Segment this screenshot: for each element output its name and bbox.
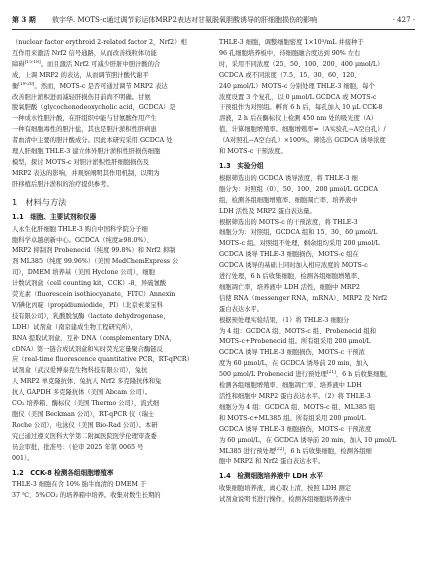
text-line: 时，采用不同浓度（25、50、100、200、400 μmol/L）	[219, 60, 384, 68]
text-line: 37 ℃、5%CO₂ 的培养箱中培养。收集对数生长期的	[12, 492, 161, 500]
grouping-paragraph	[219, 174, 415, 468]
text-line: cDNA）第一链合成试剂盒和实时荧光定量聚合酶链反	[12, 345, 163, 353]
page-number: · 427 ·	[392, 16, 415, 24]
text-line: 试剂盒说明书进行操作，检测各组细胞培养液中	[219, 496, 352, 504]
text-line: 肝移植后胆汁淤积的治疗提供参考。	[12, 180, 113, 188]
citation: [21]	[326, 370, 336, 376]
text-line: 胞分为：对照组（0）、50、100、200 μmol/L GCDCA	[219, 185, 378, 193]
text-line: 改善胆汁淤积进而减轻肝损伤目前尚不明确。甘氨	[12, 93, 151, 101]
text-line: 240 μmol/L）MOTS-c 分别处理 THLE-3 细胞，每个	[219, 82, 375, 90]
subsection-heading: 1.2 CCK-8 检测各组细胞增殖率	[12, 468, 114, 477]
text-line: 组，检测各组细胞增殖率、细胞凋亡率、培养液中	[219, 196, 358, 204]
issue-number: 第 3 期	[12, 15, 36, 24]
text-line: 根据预处理实验结果，（1）将 THLE-3 细胞分	[219, 316, 350, 324]
text-line: 为 60 μmol/L，在 GCDCA 诱导前 20 min，加入 10 μmol/L	[219, 436, 397, 444]
text-line: 剂 ML385（纯度 99.96%）（美国 MedChemExpress 公	[12, 258, 179, 266]
citation: [15-18]	[24, 59, 41, 65]
header-rule	[12, 29, 415, 30]
text-line: 值，计算细胞增殖率。细胞增殖率=（A实验孔−A空白孔）/	[219, 126, 386, 134]
text-line: THLE-3 细胞，调整细胞密度 1×10⁵/mL 并接种于	[219, 39, 364, 46]
citation: [19-20]	[18, 81, 35, 87]
text-line: 溶液，2 h 后在酶标仪上检测 450 nm 处的吸光度（A）	[219, 115, 378, 123]
cck-paragraph-continued	[219, 38, 415, 158]
subsection-heading: 1.3 实验分组	[219, 161, 264, 170]
text-line: GCDCA 诱导 THLE-3 细胞损伤，MOTS-c 干预浓度	[219, 425, 372, 433]
text-line: 司），DMEM 培养基（美国 Hyclone 公司），细胞	[12, 269, 155, 277]
text-line: 试剂盒（武汉爱博泰克生物科技有限公司），兔抗	[12, 367, 148, 375]
subsection-heading: 1.1 细胞、主要试剂和仪器	[12, 212, 97, 221]
text-line: MOTS-c+Probenecid 组。所有组采用 200 μmol/L	[219, 338, 371, 346]
text-line: 衡[19-20]。然而，MOTS-c 是否可通过调节 MRP2 表达	[12, 81, 168, 90]
text-line: 细胞分为：对照组，GCDCA 组和 15、30、60 μmol/L	[219, 229, 378, 237]
text-line: 模型，探讨 MOTS-c 对胆汁淤积性肝细胞损伤及	[12, 158, 150, 166]
text-line: 员会审批，批准号：（伦审 2025 年第 0065 号	[12, 443, 144, 451]
text-line: Roche 公司），电泳仪（美国 Bio-Rad 公司）。本研	[12, 421, 158, 429]
text-line: 胞科学卓越创新中心。GCDCA（纯度≥98.0%）、	[12, 236, 153, 244]
text-line: 收集细胞培养液，离心取上清，按照 LDH 测定	[219, 485, 352, 493]
text-line: 500 μmol/L Probenecid 进行预处理[21]，6 h 后收集细胞，	[219, 370, 392, 379]
text-line: 根据筛选出的 MOTS-c 的干预浓度，将 THLE-3	[219, 218, 358, 226]
ldh-paragraph	[219, 484, 415, 506]
text-line: 蛋白表达水平。	[219, 305, 264, 313]
text-line: ML385 进行预处理[22]，6 h 后收集细胞，检测各组细	[219, 446, 372, 455]
text-line: 检测各组细胞增殖率、细胞凋亡率、培养液中 LDH	[219, 382, 362, 390]
running-title: 敖宇华. MOTS-c通过调节彩运体MRP2表达对甘氨脱氧胆酸诱导的肝细胞损伤的影响	[52, 16, 317, 24]
text-line: 细胞凋亡率，培养液中 LDH 活性，细胞中 MRP2	[219, 283, 360, 291]
text-line: 抗人 GAPDH 多克隆抗体（美国 Abcam 公司）。	[12, 389, 152, 397]
text-line: THLE-3 细胞在含 10% 胎牛血清的 DMEM 于	[12, 481, 147, 489]
text-line: GCDCA 诱导 THLE-3 细胞损伤，MOTS-c 组在	[219, 251, 359, 259]
text-line: 究已通过遵义医科大学第二附属医院医学伦理审查委	[12, 432, 157, 440]
text-line: 理人肝细胞 THLE-3 建立体外胆汁淤积性肝损伤细胞	[12, 148, 161, 156]
text-line: MOTS-c 组。对照组不处理，剩余组均采用 200 μmol/L	[219, 240, 380, 248]
text-line: 进行处理，6 h 后收集细胞，检测各组细胞增殖率、	[219, 273, 364, 281]
citation: [22]	[275, 446, 285, 452]
text-line: MRP2 抑制剂 Probenecid（纯度 99.8%）和 Nrf2 抑制	[12, 247, 176, 255]
text-line: 脱氧胆酸（glycochenodeoxycholic acid，GCDCA）是	[12, 104, 176, 112]
text-line: V/碘化丙啶（propidiumiodide，PI）（北京索莱宝科	[12, 301, 163, 309]
running-header	[12, 14, 415, 26]
text-line: 者血清中主要的胆汁酸成分。因此本研究采用 GCDCA 处	[12, 137, 173, 145]
right-column	[219, 38, 415, 506]
text-line: （nuclear factor erythroid 2-related factor 2，Nrf2）相	[12, 39, 187, 46]
cck-paragraph	[12, 480, 208, 502]
text-line: 一种有细胞毒性的胆汁盐，其也是胆汁淤积性肝病患	[12, 126, 157, 134]
text-line: 成，上调 MRP2 的表达，从而调节胆汁酸代谢平	[12, 71, 149, 79]
text-line: 应（real-time fluorescence quantitative PCR，RT-qPCR）	[12, 356, 193, 364]
text-line: 胞中 MRP2 和 Nrf2 蛋白表达水平。	[219, 458, 325, 466]
text-line: MRP2 表达的影响，并观察阐明其作用机制，以期为	[12, 169, 160, 177]
text-line: 干预组作为对照组。孵育 6 h 后，每孔加入 10 μL CCK-8	[219, 104, 383, 112]
text-line: GCDCA 或不同浓度（7.5、15、30、60、120、	[219, 71, 361, 79]
text-line: （A对照孔−A空白孔）×100%。筛选出 GCDCA 诱导浓度	[219, 137, 386, 145]
text-line: GCDCA 诱导的基础上同时加入相应浓度的 MOTS-c	[219, 262, 368, 270]
materials-paragraph	[12, 225, 208, 465]
subsection-heading: 1.4 检测细胞培养液中 LDH 水平	[219, 472, 323, 481]
text-line: 细胞分为 4 组：GCDCA 组、MOTS-c 组、ML385 组	[219, 403, 376, 411]
text-line: 计数试剂盒（cell counting kit，CCK）-8、异硫氰酸	[12, 280, 167, 288]
text-line: 人永生化肝细胞 THLE-3 购自中国科学院分子细	[12, 225, 148, 233]
text-line: LDH）试剂盒（南京建成生物工程研究所），	[12, 323, 137, 331]
text-line: RNA 提取试剂盒、互补 DNA（complementary DNA，	[12, 334, 176, 342]
text-line: 001）。	[12, 454, 34, 462]
text-line: 浓度设置 3 个复孔，以 0 μmol/L GCDCA 或 MOTS-c	[219, 93, 377, 101]
text-line: 胞仪（美国 Beckman 公司），RT-qPCR 仪（瑞士	[12, 411, 155, 418]
text-line: 和 MOTS-c 干预浓度。	[219, 148, 287, 156]
text-line: GCDCA 诱导 THLE-3 细胞损伤，MOTS-c 干预浓	[219, 349, 365, 357]
text-line: 互作用来激活 Nrf2 信号通路，从而改善线粒体功能	[12, 49, 157, 57]
text-line: LDH 活性及 MRP2 蛋白表达量。	[219, 207, 316, 215]
text-line: 为 4 组：GCDCA 组、MOTS-c 组、Probenecid 组和	[219, 327, 377, 335]
text-line: 人 MRP2 单克隆抗体、兔抗人 Nrf2 多克隆抗体和兔	[12, 378, 162, 386]
intro-paragraph	[12, 38, 208, 191]
text-line: 活性和细胞中 MRP2 蛋白表达水平。（2）将 THLE-3	[219, 393, 371, 400]
section-heading: 1 材料与方法	[12, 196, 67, 207]
left-column	[12, 38, 208, 502]
text-line: 荧光素（fluorescein isothiocyanate，FITC）Annexin	[12, 291, 176, 299]
text-line: 度为 60 μmol/L，在 GCDCA 诱导前 20 min，加入	[219, 360, 369, 368]
text-line: 技有限公司），乳酸脱氢酶（lactate dehydrogenase，	[12, 312, 170, 320]
text-line: 障碍[15-18]。而且激活 Nrf2 可减少肝脏中胆汁酸的合	[12, 59, 161, 68]
text-line: 信使 RNA（messenger RNA，mRNA）、MRP2 及 Nrf2	[219, 294, 388, 302]
text-line: 根据筛选出的 GCDCA 诱导浓度，将 THLE-3 细	[219, 174, 358, 182]
text-line: CO₂ 培养箱、酶标仪（美国 Thermo 公司），流式细	[12, 400, 160, 408]
text-line: 96 孔细胞培养板中，待细胞融合度达到 90% 左右	[219, 49, 361, 57]
text-line: 和 MOTS-c+ML385 组。所有组采用 200 μmol/L	[219, 414, 366, 422]
text-line: 一种成水性胆汁酸，在肝组织中能与甘氨酸作用产生	[12, 115, 157, 123]
